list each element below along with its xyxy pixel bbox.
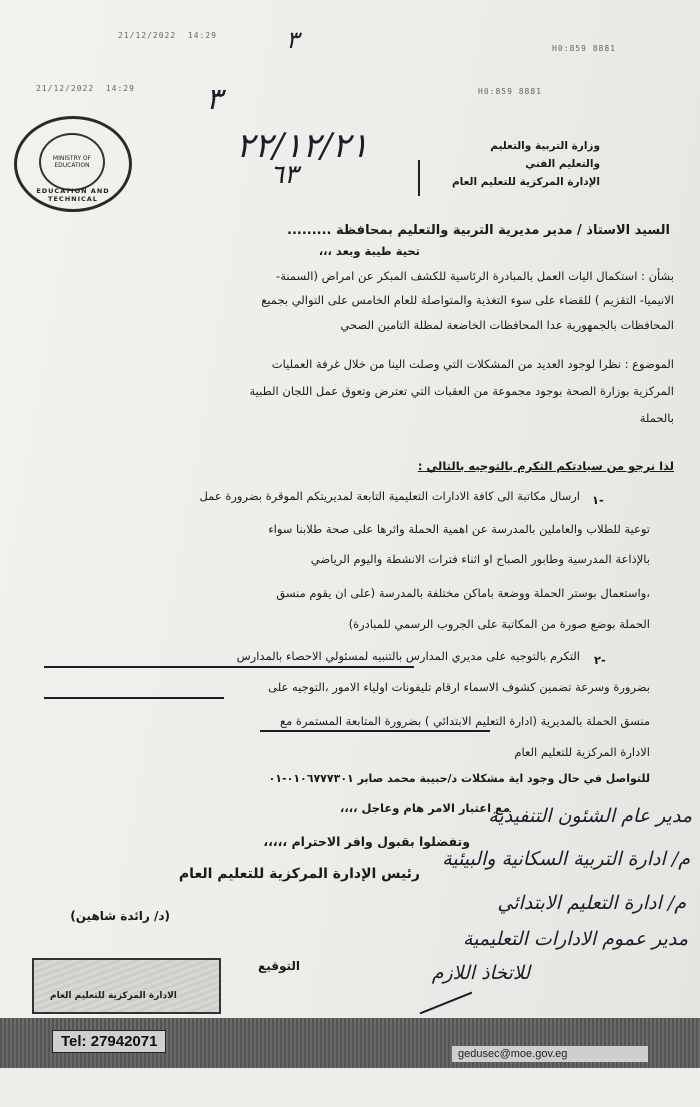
item-1-line-3: بالإذاعة المدرسية وطابور الصباح او اثناء فترات الانشطة واليوم الرياضي <box>310 552 650 566</box>
item-2-line-2: بضرورة وسرعة تضمين كشوف الاسماء ارقام تليفونات اولياء الامور ،التوجيه على <box>268 680 650 694</box>
fax-header-second <box>36 84 135 93</box>
request-intro: لذا نرجو من سيادتكم التكرم بالتوجيه بالتالي : <box>417 459 674 473</box>
contact-line: للتواصل في حال وجود اية مشكلات د/حبيبة محمد صابر ٠١٠٦٧٧٧٣٠١-٠١ <box>268 772 650 785</box>
signatory-title: رئيس الإدارة المركزية للتعليم العام <box>178 866 420 882</box>
hand-stroke <box>418 160 420 196</box>
footer-tel: Tel: 27942071 <box>52 1030 166 1053</box>
reference-line-3: المحافظات بالجمهورية عدا المحافظات الخاضعة لمظلة التامين الصحي <box>340 318 674 332</box>
stamp-text: الادارة المركزية للتعليم العام <box>50 991 177 1001</box>
note-line-4: مدير عموم الادارات التعليمية <box>462 928 688 950</box>
signatory-name: (د/ رائدة شاهين) <box>70 909 170 923</box>
ministry-line-3: الإدارة المركزية للتعليم العام <box>451 176 600 188</box>
fax-time: 14:29 <box>187 31 217 40</box>
page-mark-second: ٣ <box>206 82 223 117</box>
signature-label: التوقيع <box>258 959 300 973</box>
note-line-5: للاتخاذ اللازم <box>431 962 530 984</box>
fax-date: 21/12/2022 <box>36 84 95 93</box>
note-line-2: م/ ادارة التربية السكانية والبيئية <box>442 848 690 870</box>
item-2-line-4: الادارة المركزية للتعليم العام <box>514 745 650 759</box>
item-1-number: ١- <box>592 493 604 507</box>
page-mark-top: ٣ <box>286 26 299 54</box>
item-2-line-3: منسق الحملة بالمديرية (ادارة التعليم الابتدائي ) بضرورة المتابعة المستمرة مع <box>280 714 650 728</box>
seal-inner-text: MINISTRY OF EDUCATION <box>52 154 92 169</box>
closing-line: وتفضلوا بقبول وافر الاحترام ،،،،، <box>263 834 470 849</box>
note-line-1: مدير عام الشئون التنفيذية <box>488 805 692 827</box>
fax-header-top <box>118 31 217 40</box>
greeting: تحية طيبة وبعد ،،، <box>318 244 420 258</box>
item-1-line-4: ،واستعمال بوستر الحملة ووضعة باماكن مختلفة بالمدرسة (على ان يقوم منسق <box>276 586 650 600</box>
item-2-number: ٢- <box>594 653 606 667</box>
reference-line-1: بشأن : استكمال اليات العمل بالمبادرة الرئاسية للكشف المبكر عن امراض (السمنة- <box>276 269 674 283</box>
reference-line-2: الانيميا- التقزيم ) للقضاء على سوء التغذية والمتواصلة للعام الخامس على التوالي بجميع <box>261 293 674 307</box>
subject-line-2: المركزية بوزارة الصحة بوجود مجموعة من العقبات التي تعترض وتعوق عمل اللجان الطبية <box>249 384 674 398</box>
addressee: السيد الاستاذ / مدير مديرية التربية والتعليم بمحافظة ......... <box>287 223 670 238</box>
item-1-line-1: ارسال مكاتبة الى كافة الادارات التعليمية التابعة لمديريتكم الموقرة بضرورة عمل <box>199 489 580 503</box>
subject-line-3: بالحملة <box>639 411 674 425</box>
footer-email: gedusec@moe.gov.eg <box>452 1046 648 1062</box>
signature-scribble <box>420 992 473 1015</box>
underline-mark <box>260 730 490 732</box>
underline-mark <box>44 666 414 668</box>
page-bottom <box>0 1068 700 1107</box>
ministry-line-1: وزارة التربية والتعليم <box>490 140 600 152</box>
underline-mark <box>44 697 224 699</box>
item-1-line-2: توعية للطلاب والعاملين بالمدرسة عن اهمية الحملة واثرها على صحة طلابنا سواء <box>268 522 650 536</box>
seal-ring-text: EDUCATION AND TECHNICAL <box>36 187 110 203</box>
handwritten-date: ٢٢/١٢/٢١ <box>236 126 369 166</box>
seal-inner <box>39 133 105 191</box>
fax-ref-top: H0:859 8881 <box>552 44 616 53</box>
subject-line-1: الموضوع : نظرا لوجود العديد من المشكلات التي وصلت الينا من خلال غرفة العمليات <box>271 357 674 371</box>
item-2-line-1: التكرم بالتوجيه على مديري المدارس بالتنبيه لمسئولي الاحصاء بالمدارس <box>236 649 580 663</box>
fax-date: 21/12/2022 <box>118 31 177 40</box>
fax-time: 14:29 <box>105 84 135 93</box>
official-stamp <box>32 958 221 1014</box>
note-line-3: م/ ادارة التعليم الابتدائي <box>497 892 686 914</box>
fax-ref-second: H0:859 8881 <box>478 87 542 96</box>
urgency-line: مع اعتبار الامر هام وعاجل ،،،، <box>340 801 510 815</box>
item-1-line-5: الحملة بوضع صورة من المكاتبة على الجروب الرسمي للمبادرة) <box>348 617 650 631</box>
ministry-line-2: والتعليم الفني <box>525 158 600 170</box>
ministry-seal <box>14 116 132 212</box>
handwritten-number: ٦٣ <box>270 160 298 190</box>
